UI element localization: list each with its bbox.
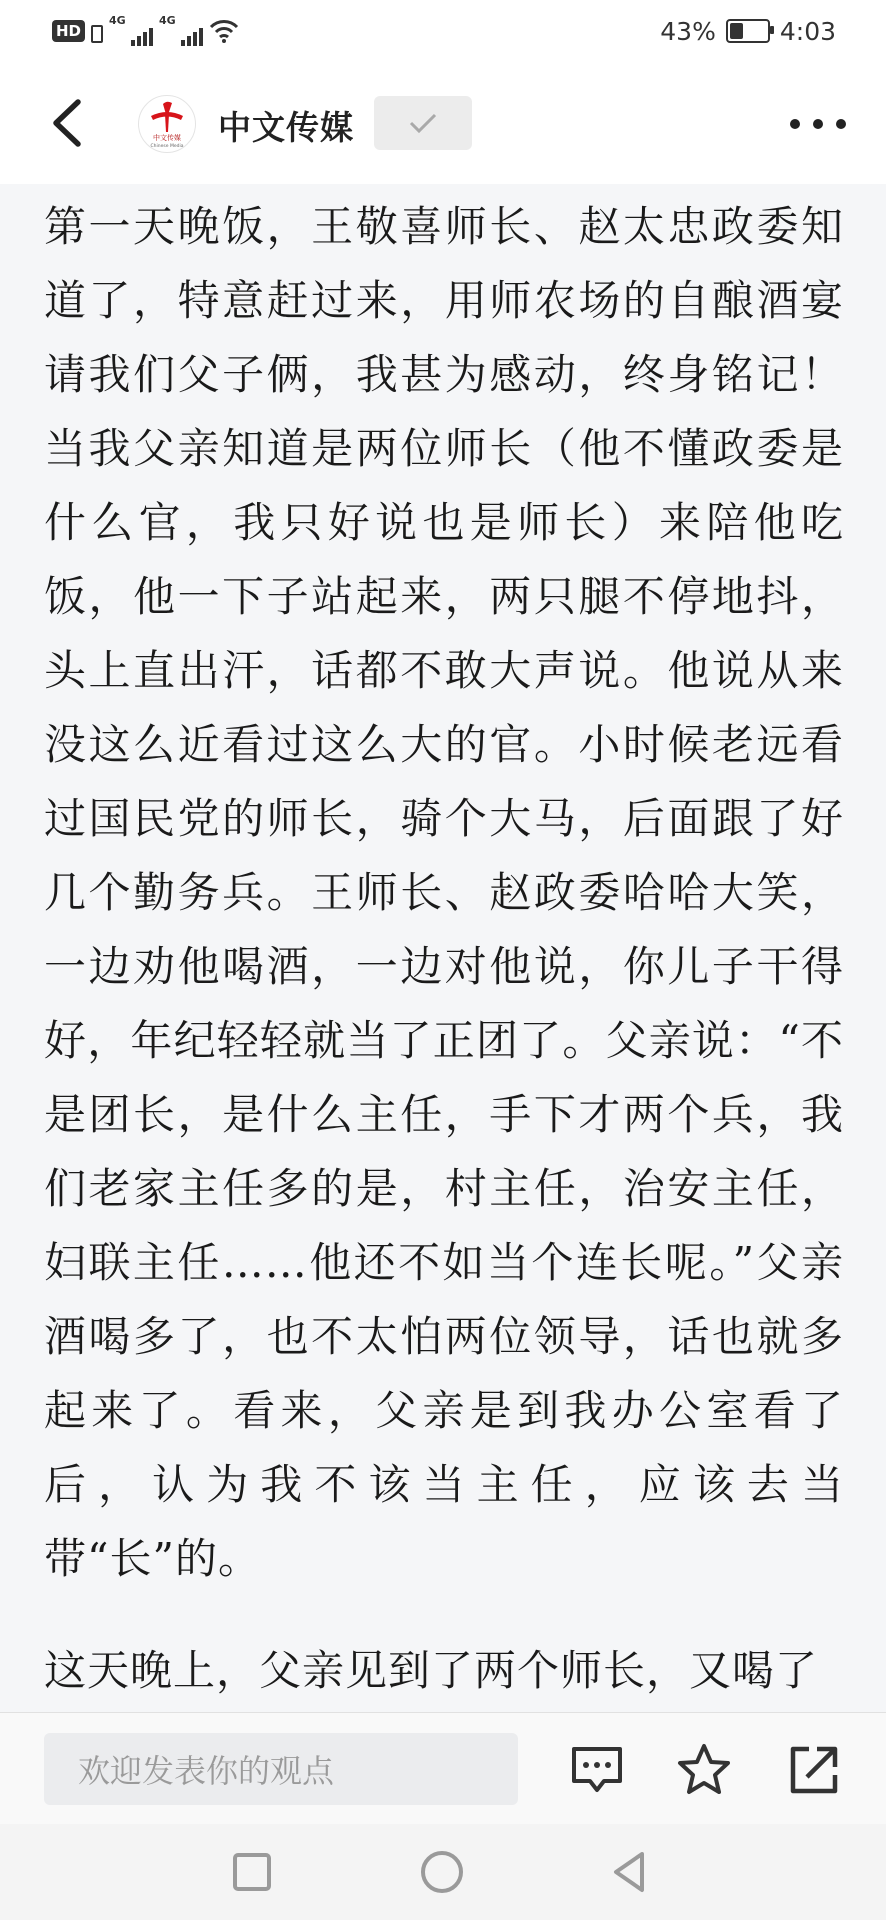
svg-text:中文传媒: 中文传媒 <box>153 134 181 142</box>
article-paragraph: 第一天晚饭，王敬喜师长、赵太忠政委知道了，特意赶过来，用师农场的自酿酒宴请我们父子俩，我甚为感动，终身铭记！当我父亲知道是两位师长（他不懂政委是什么官，我只好说也是师长）来陪他吃饭，他一下子站起来，两只腿不停地抖，头上直出汗，话都不敢大声说。他说从来没这么近看过这么大的官。小时候老远看过国民党的师长，骑个大马，后面跟了好几个勤务兵。王师长、赵政委哈哈大笑，一边劝他喝酒，一边对他说，你儿子干得好，年纪轻轻就当了正团了。父亲说：“不是团长，是什么主任，手下才两个兵，我们老家主任多的是，村主任，治安主任，妇联主任……他还不如当个连长呢。”父亲酒喝多了，也不太怕两位领导，话也就多起来了。看来，父亲是到我办公室看了后，认为我不该当主任，应该去当带“长”的。 <box>44 202 844 1583</box>
article-body <box>44 190 844 1708</box>
status-left <box>52 14 239 48</box>
circle-icon <box>418 1848 466 1896</box>
comment-bar <box>0 1712 886 1825</box>
status-right <box>660 14 836 48</box>
dot-icon <box>836 119 846 129</box>
system-nav-bar <box>0 1824 886 1920</box>
wifi-icon <box>209 19 239 43</box>
article-paragraph: 这天晚上，父亲见到了两个师长，又喝了 <box>44 1646 819 1695</box>
dot-icon <box>790 119 800 129</box>
battery-percent: 43% <box>660 16 716 46</box>
article-header <box>0 62 886 184</box>
more-options-button[interactable] <box>790 104 846 144</box>
back-arrow-icon <box>44 90 94 156</box>
channel-name[interactable]: 中文传媒 <box>218 108 354 147</box>
signal-icon: 4G <box>109 16 153 46</box>
status-bar <box>0 0 886 62</box>
home-button[interactable] <box>418 1848 466 1896</box>
dot-icon <box>813 119 823 129</box>
signal-icon-2: 4G <box>159 16 203 46</box>
share-button[interactable] <box>785 1741 843 1799</box>
comment-icon <box>568 1741 626 1799</box>
channel-avatar[interactable] <box>138 95 196 153</box>
battery-icon <box>726 19 770 43</box>
sim-icon <box>91 25 103 43</box>
svg-text:Chinese Media: Chinese Media <box>150 144 184 149</box>
triangle-back-icon <box>606 1848 654 1896</box>
follow-button[interactable] <box>374 96 472 150</box>
comments-button[interactable] <box>568 1741 626 1799</box>
clock: 4:03 <box>779 16 836 46</box>
star-icon <box>675 1741 733 1799</box>
channel-logo <box>139 96 195 152</box>
share-icon <box>785 1741 843 1799</box>
checkmark-icon <box>408 112 438 134</box>
back-button[interactable] <box>44 90 94 156</box>
back-nav-button[interactable] <box>606 1848 654 1896</box>
square-icon <box>228 1848 276 1896</box>
hd-badge: HD <box>52 20 85 42</box>
recents-button[interactable] <box>228 1848 276 1896</box>
favorite-button[interactable] <box>675 1741 733 1799</box>
comment-input[interactable]: 欢迎发表你的观点 <box>44 1733 518 1805</box>
